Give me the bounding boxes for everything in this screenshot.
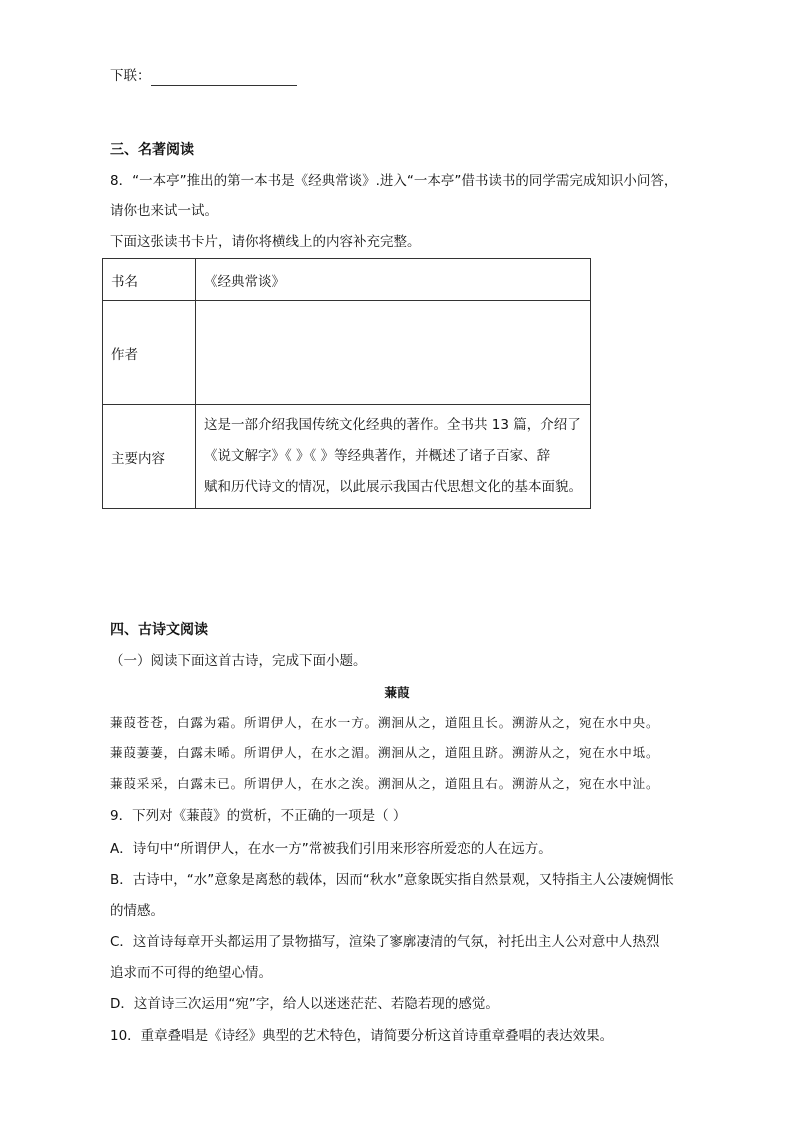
poem-stanza-1: 蒹葭苍苍，白露为霜。所谓伊人，在水一方。溯洄从之，道阻且长。溯游从之，宛在水中央。 (110, 715, 660, 730)
question-8-stem-line2: 请你也来试一试。 (110, 203, 218, 219)
question-9-stem: 9．下列对《蒹葭》的赏析，不正确的一项是（ ） (110, 808, 407, 824)
part-1-intro: （一）阅读下面这首古诗，完成下面小题。 (110, 653, 367, 669)
author-label: 作者 (103, 301, 196, 405)
question-9-option-d[interactable]: D．这首诗三次运用“宛”字，给人以迷迷茫茫、若隐若现的感觉。 (110, 996, 499, 1012)
reading-card-table (102, 258, 591, 509)
couplet-answer-blank[interactable] (151, 71, 297, 86)
book-name-label: 书名 (103, 259, 196, 301)
question-9-option-a[interactable]: A．诗句中“所谓伊人，在水一方”常被我们引用来形容所爱恋的人在远方。 (110, 841, 552, 857)
main-content-label: 主要内容 (103, 405, 196, 509)
section-4-heading: 四、古诗文阅读 (110, 622, 208, 638)
section-3-heading: 三、名著阅读 (110, 142, 194, 158)
question-8-instruction: 下面这张读书卡片，请你将横线上的内容补充完整。 (110, 234, 421, 250)
question-9-option-b-line1[interactable]: B．古诗中，“水”意象是离愁的载体，因而“秋水”意象既实指自然景观，又特指主人公凄婉惆怅 (110, 872, 674, 888)
author-answer-cell[interactable] (196, 301, 591, 405)
main-content-cell (196, 405, 591, 509)
reading-card-row-author (103, 301, 591, 405)
couplet-second-line (110, 66, 297, 86)
question-8-stem-line1: 8．“一本亭”推出的第一本书是《经典常谈》.进入“一本亭”借书读书的同学需完成知识小问答， (110, 173, 678, 189)
main-content-line1: 这是一部介绍我国传统文化经典的著作。全书共 13 篇，介绍了 (204, 417, 581, 433)
reading-card-row-book (103, 259, 591, 301)
poem-stanza-3: 蒹葭采采，白露未已。所谓伊人，在水之涘。溯洄从之，道阻且右。溯游从之，宛在水中沚。 (110, 776, 660, 791)
main-content-line2: 《说文解字》《 》《 》等经典著作，并概述了诸子百家、辞 (204, 448, 551, 464)
question-10-stem: 10．重章叠唱是《诗经》典型的艺术特色，请简要分析这首诗重章叠唱的表达效果。 (110, 1028, 614, 1044)
couplet-second-line-label: 下联： (110, 68, 151, 84)
main-content-line3: 赋和历代诗文的情况，以此展示我国古代思想文化的基本面貌。 (204, 479, 582, 495)
question-9-option-c-line1[interactable]: C．这首诗每章开头都运用了景物描写，渲染了寥廓凄清的气氛，衬托出主人公对意中人热烈 (110, 934, 660, 950)
book-name-value: 《经典常谈》 (196, 259, 591, 301)
poem-title: 蒹葭 (384, 685, 410, 700)
question-9-option-b-line2: 的情感。 (110, 903, 164, 919)
reading-card-row-content (103, 405, 591, 509)
poem-stanza-2: 蒹葭萋萋，白露未晞。所谓伊人，在水之湄。溯洄从之，道阻且跻。溯游从之，宛在水中坻。 (110, 745, 660, 760)
question-9-option-c-line2: 追求而不可得的绝望心情。 (110, 965, 272, 981)
